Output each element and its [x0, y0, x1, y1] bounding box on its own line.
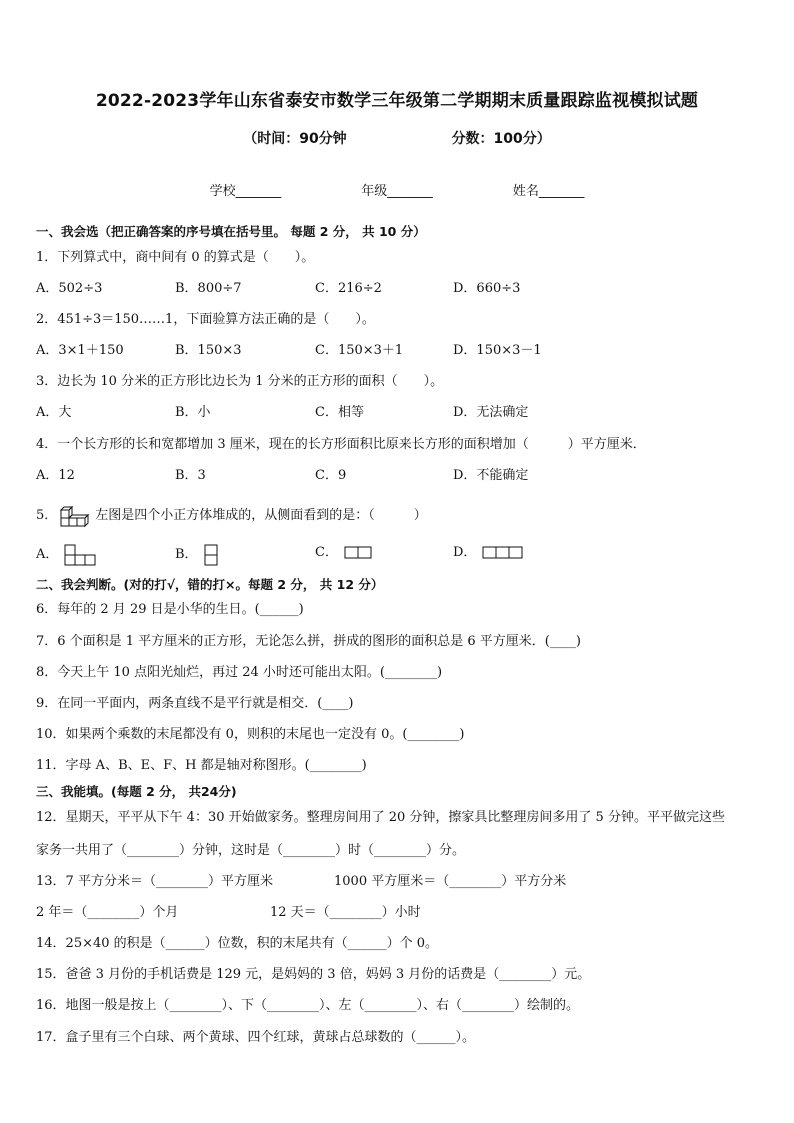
option-b[interactable]: B．3 [175, 468, 206, 483]
option-a[interactable]: A．12 [36, 468, 75, 483]
view-shape-a-icon [64, 544, 102, 566]
question-1: 1．下列算式中，商中间有 0 的算式是（ ）。 [36, 250, 315, 265]
option-d[interactable]: D．无法确定 [453, 405, 529, 420]
option-a[interactable]: A．502÷3 [36, 281, 103, 296]
question-13-part-4: 12 天＝（________）小时 [270, 905, 421, 920]
question-12-line-1: 12．星期天，平平从下午 4：30 开始做家务。整理房间用了 20 分钟，擦家具比整理房间多用了 5 分钟。平平做完这些 [36, 810, 725, 825]
question-11: 11．字母 A、B、E、F、H 都是轴对称图形。(________) [36, 758, 367, 773]
option-b[interactable]: B．800÷7 [175, 281, 242, 296]
option-c-label: C． [315, 545, 338, 560]
option-d[interactable] [453, 544, 524, 562]
option-d-label: D． [453, 545, 477, 560]
option-b-label: B． [175, 547, 198, 562]
question-5 [36, 503, 427, 529]
question-8: 8．今天上午 10 点阳光灿烂，再过 24 小时还可能出太阳。(________) [36, 665, 443, 680]
section-heading-judge: 二、我会判断。(对的打√，错的打×。每题 2 分， 共 12 分） [36, 577, 384, 592]
view-shape-c-icon [344, 546, 374, 560]
exam-time: （时间：90分钟 [243, 131, 347, 147]
question-15: 15．爸爸 3 月份的手机话费是 129 元，是妈妈的 3 倍，妈妈 3 月份的话费是（________）元。 [36, 967, 591, 982]
section-heading-fill: 三、我能填。(每题 2 分， 共24分) [36, 784, 237, 799]
page-title: 2022-2023学年山东省泰安市数学三年级第二学期期末质量跟踪监视模拟试题 [95, 91, 699, 111]
option-a[interactable]: A．大 [36, 405, 72, 420]
view-shape-b-icon [204, 544, 220, 566]
option-a-label: A． [36, 547, 59, 562]
option-c[interactable] [315, 544, 374, 562]
question-9: 9．在同一平面内，两条直线不是平行就是相交．(____) [36, 696, 354, 711]
question-16: 16．地图一般是按上（________）、下（________）、左（________）、右（________）绘制的。 [36, 998, 580, 1013]
option-b[interactable] [175, 544, 220, 566]
option-c[interactable]: C．相等 [315, 405, 364, 420]
option-c[interactable]: C．9 [315, 468, 347, 483]
school-field[interactable]: 学校_______ [209, 184, 282, 199]
question-2: 2．451÷3＝150……1，下面验算方法正确的是（ ）。 [36, 312, 375, 327]
question-13-part-2: 1000 平方厘米＝（________）平方分米 [334, 874, 567, 889]
question-14: 14．25×40 的积是（______）位数，积的末尾共有（______）个 0。 [36, 936, 439, 951]
option-a[interactable] [36, 544, 102, 566]
option-b[interactable]: B．小 [175, 405, 211, 420]
exam-subtitle [0, 128, 794, 148]
view-shape-d-icon [482, 546, 524, 560]
question-4: 4．一个长方形的长和宽都增加 3 厘米，现在的长方形面积比原来长方形的面积增加（ ）平方厘米． [36, 437, 646, 452]
question-13-part-1: 13．7 平方分米＝（________）平方厘米 [36, 874, 273, 889]
question-6: 6．每年的 2 月 29 日是小华的生日。(______) [36, 602, 304, 617]
option-d[interactable]: D．不能确定 [453, 468, 529, 483]
grade-field[interactable]: 年级_______ [361, 184, 433, 199]
option-a[interactable]: A．3×1＋150 [36, 343, 124, 358]
question-13-part-3: 2 年＝（________）个月 [36, 905, 179, 920]
question-5-number: 5． [36, 508, 58, 523]
question-12-line-2: 家务一共用了（________）分钟，这时是（________）时（________）分。 [36, 843, 466, 858]
exam-score: 分数：100分） [451, 131, 551, 147]
option-c[interactable]: C．150×3＋1 [315, 343, 404, 358]
student-info-row [0, 180, 794, 199]
question-17: 17．盒子里有三个白球、两个黄球、四个红球，黄球占总球数的（______）。 [36, 1030, 476, 1045]
option-b[interactable]: B．150×3 [175, 343, 242, 358]
option-d[interactable]: D．150×3－1 [453, 343, 542, 358]
section-heading-choice: 一、我会选（把正确答案的序号填在括号里。 每题 2 分， 共 10 分） [36, 224, 426, 239]
stacked-cubes-figure [57, 503, 93, 529]
option-d[interactable]: D．660÷3 [453, 281, 521, 296]
name-field[interactable]: 姓名_______ [512, 184, 585, 199]
option-c[interactable]: C．216÷2 [315, 281, 382, 296]
question-7: 7．6 个面积是 1 平方厘米的正方形，无论怎么拼，拼成的图形的面积总是 6 平方厘米．(____) [36, 634, 581, 649]
question-3: 3．边长为 10 分米的正方形比边长为 1 分米的正方形的面积（ ）。 [36, 374, 444, 389]
question-10: 10．如果两个乘数的末尾都没有 0，则积的末尾也一定没有 0。(________) [36, 727, 465, 742]
question-5-text: 左图是四个小正方体堆成的，从侧面看到的是：（ ） [95, 508, 427, 523]
